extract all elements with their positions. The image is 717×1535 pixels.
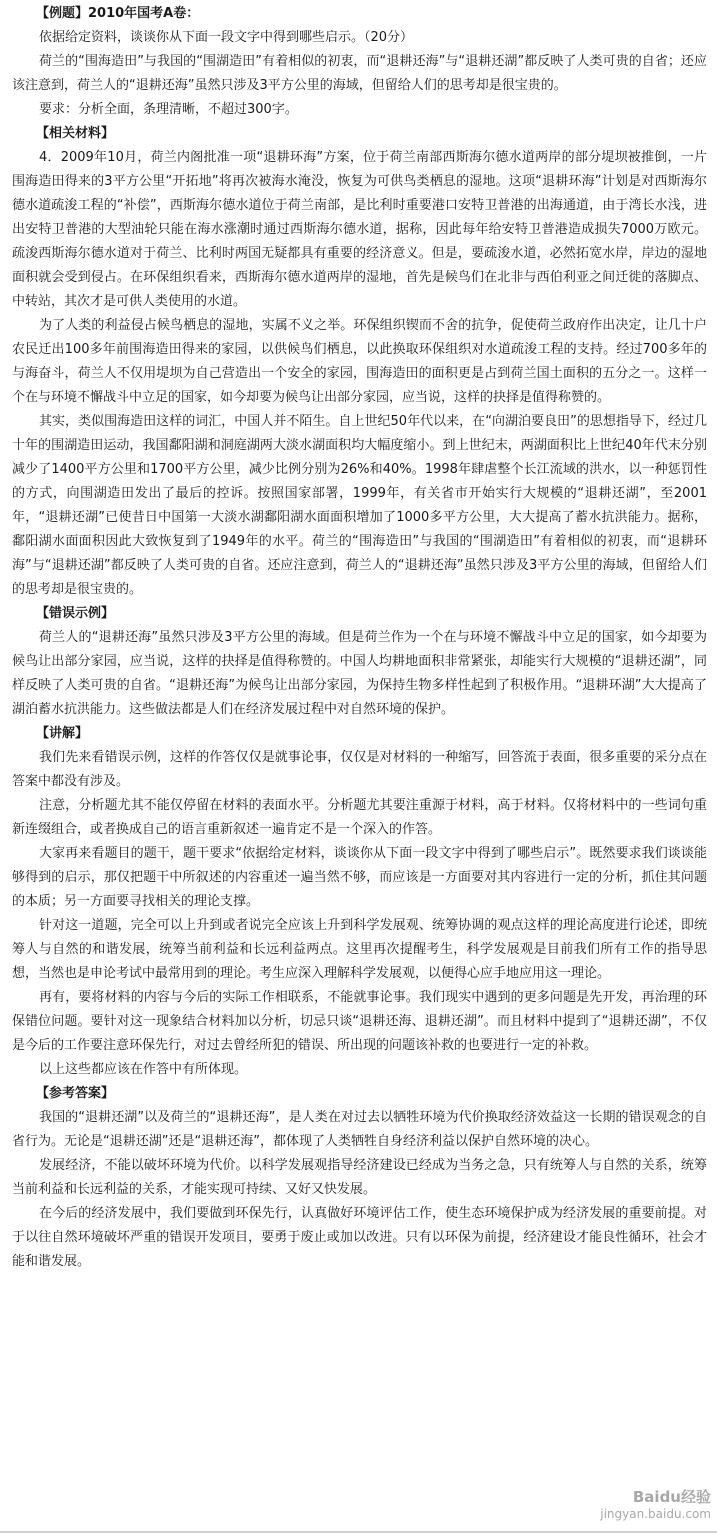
material-paragraph-2: 为了人类的利益侵占候鸟栖息的湿地，实属不义之举。环保组织锲而不舍的抗争，促使荷兰政府作出决定，让几十户农民迁出100多年前围海造田得来的家园，以供候鸟们栖息，以此换取环保组织对水道疏浚工程的支持。经过700多年的与海奋斗，荷兰人不仅用堤坝为自己营造出一个安全的家园，围海造田的面积更是占到荷兰国土面积的五分之一。这样一个在与环境不懈战斗中立足的国家，如今却要为候鸟让出部分家园，应当说，这样的抉择是值得称赞的。	[12, 318, 707, 405]
section-title-wrong-example: 【错误示例】	[36, 606, 115, 621]
section-title-example: 【例题】2010年国考A卷：	[36, 6, 200, 21]
baidu-jingyan-watermark	[561, 1489, 711, 1531]
question-quote: 荷兰的“围海造田”与我国的“围湖造田”有着相似的初衷，而“退耕还海”与“退耕还湖”都反映了人类可贵的自省；还应该注意到，荷兰人的“退耕还海”虽然只涉及3平方公里的海域，但留给人们的思考却是很宝贵的。	[12, 54, 707, 93]
section-title-explanation: 【讲解】	[36, 726, 89, 741]
explanation-paragraph-3: 大家再来看题目的题干，题干要求“依据给定材料，谈谈你从下面一段文字中得到了哪些启示”。既然要求我们谈谈能够得到的启示，那仅把题干中所叙述的内容重述一遍当然不够，而应该是一方面要对其内容进行一定的分析，抓住其问题的本质；另一方面要寻找相关的理论支撑。	[12, 846, 707, 909]
explanation-paragraph-4: 针对这一道题，完全可以上升到或者说完全应该上升到科学发展观、统筹协调的观点这样的理论高度进行论述，即统筹人与自然的和谐发展，统筹当前利益和长远利益两点。这里再次提醒考生，科学发展观是目前我们所有工作的指导思想，当然也是申论考试中最常用到的理论。考生应深入理解科学发展观，以便得心应手地应用这一理论。	[12, 918, 707, 981]
section-title-materials: 【相关材料】	[36, 126, 115, 141]
section-title-reference-answer: 【参考答案】	[36, 1086, 115, 1101]
answer-paragraph-3: 在今后的经济发展中，我们要做到环保先行，认真做好环境评估工作，使生态环境保护成为经济发展的重要前提。对于以往自然环境破坏严重的错误开发项目，要勇于废止或加以改进。只有以环保为前提，经济建设才能良性循环，社会才能和谐发展。	[12, 1206, 707, 1269]
material-paragraph-3: 其实，类似围海造田这样的词汇，中国人并不陌生。自上世纪50年代以来，在“向湖泊要良田”的思想指导下，经过几十年的围湖造田运动，我国鄱阳湖和洞庭湖两大淡水湖面积均大幅度缩小。到上世纪末，两湖面积比上世纪40年代末分别减少了1400平方公里和1700平方公里，减少比例分别为26%和40%。1998年肆虐整个长江流域的洪水，以一种惩罚性的方式，向围湖造田发出了最后的控诉。按照国家部署，1999年，有关省市开始实行大规模的“退耕还湖”，至2001年，“退耕还湖”已使昔日中国第一大淡水湖鄱阳湖水面面积增加了1000多平方公里，大大提高了蓄水抗洪能力。据称，鄱阳湖水面面积因此大致恢复到了1949年的水平。荷兰的“围海造田”与我国的“围湖造田”有着相似的初衷，而“退耕环海”与“退耕还湖”都反映了人类可贵的自省。还应注意到，荷兰人的“退耕还海”虽然只涉及3平方公里的海域，但留给人们的思考却是很宝贵的。	[12, 414, 707, 597]
watermark-brand: Baidu经验	[632, 1488, 711, 1506]
question-requirements: 要求：分析全面，条理清晰，不超过300字。	[39, 102, 298, 117]
explanation-paragraph-2: 注意，分析题尤其不能仅停留在材料的表面水平。分析题尤其要注重源于材料，高于材料。仅将材料中的一些词句重新连缀组合，或者换成自己的语言重新叙述一遍肯定不是一个深入的作答。	[12, 798, 707, 837]
explanation-paragraph-6: 以上这些都应该在作答中有所体现。	[39, 1062, 248, 1077]
material-paragraph-1: 4．2009年10月，荷兰内阁批准一项“退耕环海”方案，位于荷兰南部西斯海尔德水道两岸的部分堤坝被推倒，一片围海造田得来的3平方公里“开拓地”将再次被海水淹没，恢复为可供鸟类栖息的湿地。这项“退耕环海”计划是对西斯海尔德水道疏浚工程的“补偿”，西斯海尔德水道位于荷兰南部，是比利时重要港口安特卫普港的出海通道，由于湾长水浅，进出安特卫普港的大型油轮只能在海水涨潮时通过西斯海尔德水道，据称，因此每年给安特卫普港造成损失7000万欧元。疏浚西斯海尔德水道对于荷兰、比利时两国无疑都具有重要的经济意义。但是，要疏浚水道，必然拓宽水岸，岸边的湿地面积就会受到侵占。在环保组织看来，西斯海尔德水道两岸的湿地，首先是候鸟们在北非与西伯利亚之间迁徙的落脚点、中转站，其次才是可供人类使用的水道。	[12, 150, 707, 309]
watermark-url: jingyan.baidu.com	[600, 1507, 711, 1521]
answer-paragraph-1: 我国的“退耕还湖”以及荷兰的“退耕还海”，是人类在对过去以牺牲环境为代价换取经济效益这一长期的错误观念的自省行为。无论是“退耕还湖”还是“退耕还海”，都体现了人类牺牲自身经济利益以保护自然环境的决心。	[12, 1110, 707, 1149]
answer-paragraph-2: 发展经济，不能以破坏环境为代价。以科学发展观指导经济建设已经成为当务之急，只有统筹人与自然的关系，统筹当前利益和长远利益的关系，才能实现可持续、又好又快发展。	[12, 1158, 707, 1197]
wrong-example-paragraph: 荷兰人的“退耕还海”虽然只涉及3平方公里的海域。但是荷兰作为一个在与环境不懈战斗中立足的国家，如今却要为候鸟让出部分家园，应当说，这样的抉择是值得称赞的。中国人均耕地面积非常紧张，却能实行大规模的“退耕还湖”，同样反映了人类可贵的自省。“退耕还海”为候鸟让出部分家园，为保持生物多样性起到了积极作用。“退耕环湖”大大提高了湖泊蓄水抗洪能力。这些做法都是人们在经济发展过程中对自然环境的保护。	[12, 630, 707, 717]
explanation-paragraph-1: 我们先来看错误示例，这样的作答仅仅是就事论事，仅仅是对材料的一种缩写，回答流于表面，很多重要的采分点在答案中都没有涉及。	[12, 750, 707, 789]
explanation-paragraph-5: 再有，要将材料的内容与今后的实际工作相联系，不能就事论事。我们现实中遇到的更多问题是先开发，再治理的环保错位问题。要针对这一现象结合材料加以分析，切忌只谈“退耕还海、退耕还湖”。而且材料中提到了“退耕还湖”，不仅是今后的工作要注意环保先行，对过去曾经所犯的错误、所出现的问题该补救的也要进行一定的补救。	[12, 990, 707, 1053]
question-prompt: 依据给定资料，谈谈你从下面一段文字中得到哪些启示。（20分）	[39, 30, 414, 45]
